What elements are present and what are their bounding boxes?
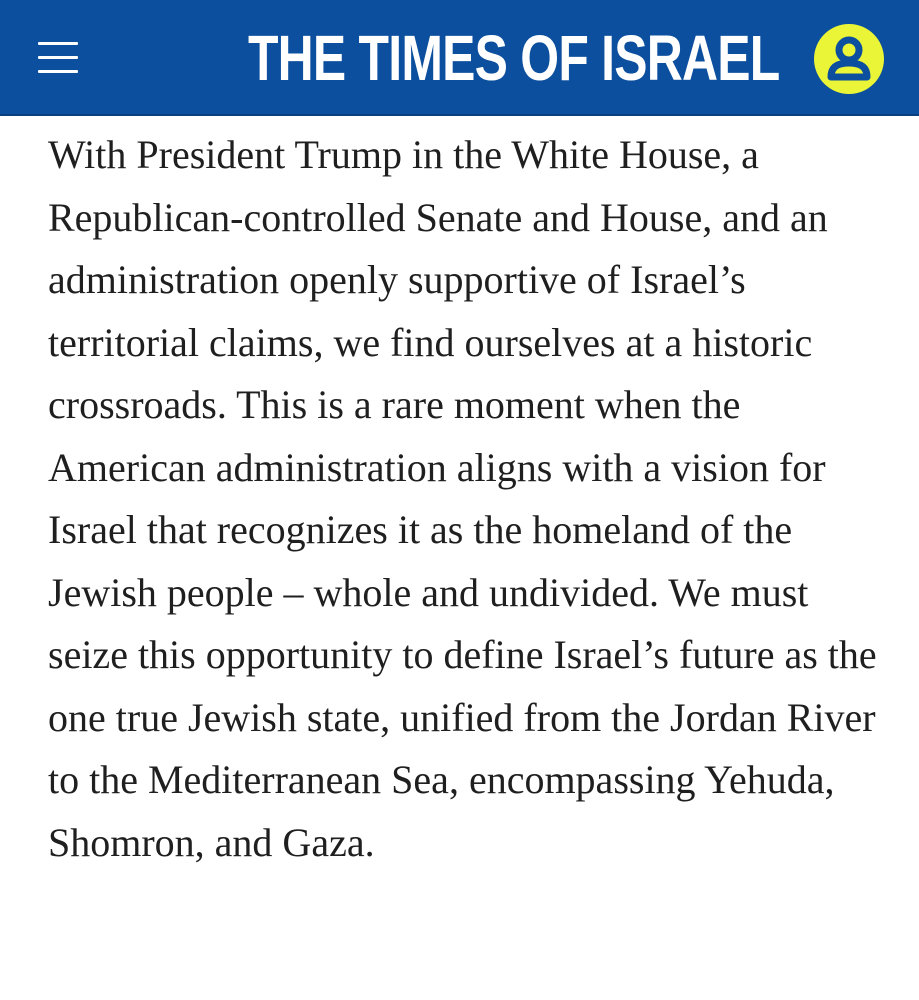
hamburger-menu-icon <box>38 42 78 45</box>
account-button[interactable] <box>814 24 884 94</box>
menu-button[interactable] <box>32 36 84 80</box>
user-account-icon <box>814 24 884 94</box>
hamburger-menu-icon-middle-bar <box>38 56 78 59</box>
hamburger-menu-icon-bottom-bar <box>38 70 78 73</box>
site-header <box>0 0 919 116</box>
site-logo[interactable]: THE TIMES OF ISRAEL <box>247 22 780 94</box>
article-paragraph: With President Trump in the White House, a Republican-controlled Senate and House, and an administration openly supportive of Israel’s territorial claims, we find ourselves at a historic crossroads. This is a rare moment when the American administration aligns with a vision for Israel that recognizes it as the homeland of the Jewish people – whole and undivided. We must seize this opportunity to define Israel’s future as the one true Jewish state, unified from the Jordan River to the Mediterranean Sea, encompassing Yehuda, Shomron, and Gaza. <box>48 132 877 865</box>
